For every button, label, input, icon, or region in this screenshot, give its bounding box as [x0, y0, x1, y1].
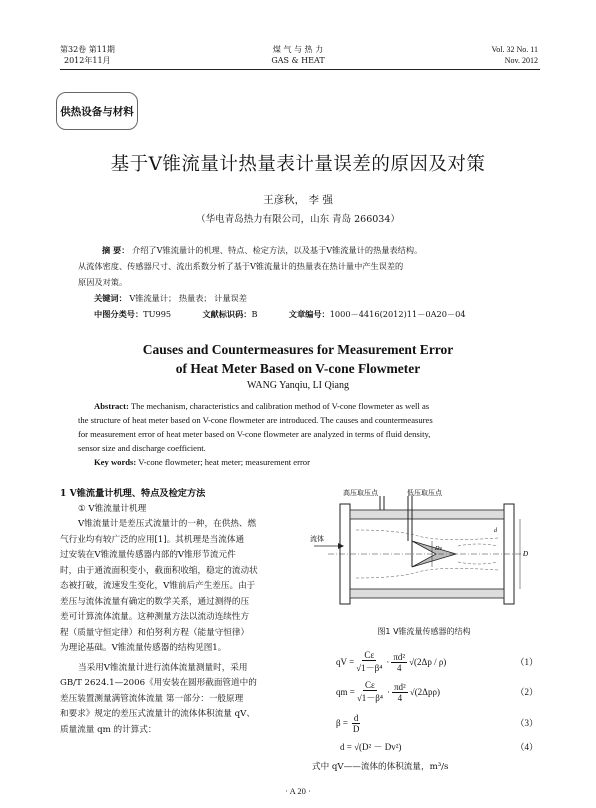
- v-cone-sensor-diagram: [308, 486, 540, 616]
- paragraph-line: 差压装置测量满管流体流量 第一部分：一般原理: [60, 693, 244, 704]
- eq-tail: √(2Δp / ρ): [409, 657, 447, 667]
- authors-en: WANG Yanqiu, LI Qiang: [247, 380, 349, 391]
- paragraph-line: 差可计算流体流量。这种测量方法以流动连续性方: [60, 612, 250, 622]
- paper-title-cn: 基于V锥流量计热量表计量误差的原因及对策: [110, 154, 486, 175]
- abstract-cn: [78, 242, 522, 322]
- title-en-line: of Heat Meter Based on V-cone Flowmeter: [175, 361, 421, 376]
- eq-denominator: √1－β⁴: [356, 693, 383, 703]
- authors-cn: 王彦秋， 李 强: [263, 194, 333, 206]
- equation-number: （3）: [515, 718, 538, 728]
- eq-lhs: qV =: [336, 657, 355, 667]
- journal-name-en: GAS & HEAT: [271, 56, 325, 65]
- paragraph-line: 和要求》规定的差压式流量计的流体体积流量 qV、: [60, 709, 255, 719]
- keywords-en: V-cone flowmeter; heat meter; measurement error: [138, 457, 310, 467]
- paragraph-line: GB/T 2624.1—2006《用安装在圆形截面管道中的: [60, 678, 257, 688]
- eq-fraction: [351, 713, 362, 734]
- eq-denominator: √1－β⁴: [356, 663, 383, 673]
- equation-number: （1）: [515, 657, 538, 667]
- equation-4: d = √(D² － Dv²): [340, 742, 402, 752]
- section-paragraph: [60, 517, 296, 657]
- figure-caption: 图1 V锥流量传感器的结构: [377, 627, 471, 636]
- title-en-line: Causes and Countermeasures for Measurement Error: [142, 342, 454, 357]
- date-cn: 2012年11月: [64, 56, 111, 65]
- doc-code: B: [251, 309, 258, 319]
- section-paragraph: [60, 661, 296, 739]
- paragraph-line: V锥流量计是差压式流量计的一种，在供热、燃: [78, 519, 257, 529]
- eq-numerator: d: [353, 712, 359, 723]
- equation-3: [336, 710, 536, 736]
- keywords-cn: V锥流量计； 热量表； 计量误差: [129, 293, 247, 303]
- paragraph-line: 时，由于通流面积变小，截面积收缩，稳定的流动状: [60, 565, 258, 576]
- eq-denominator: 4: [396, 662, 402, 673]
- abstract-en-label: Abstract:: [94, 401, 129, 411]
- eq-denominator: 4: [397, 692, 403, 703]
- page-number: · A 20 ·: [285, 786, 311, 796]
- eq-numerator: Cε: [364, 650, 375, 660]
- column-tag-label: 供热设备与材料: [60, 105, 134, 118]
- abstract-en-line: the structure of heat meter based on V-cone flowmeter are introduced. The causes and countermeasures: [78, 415, 433, 425]
- keywords-en-label: Key words:: [94, 457, 137, 467]
- eq-lhs: qm =: [336, 687, 355, 697]
- paragraph-line: 为理论基础。V锥流量传感器的结构见图1。: [60, 643, 227, 653]
- abstract-en: [78, 399, 522, 469]
- keywords-cn-label: 关键词：: [94, 293, 127, 303]
- fluid-label: 流体: [310, 535, 324, 543]
- abstract-cn-line: 原因及对策。: [78, 277, 128, 287]
- article-number: 1000－4416(2012)11－0A20－04: [329, 309, 466, 319]
- cone-diameter-label: Dv: [435, 546, 442, 552]
- paragraph-line: 质量流量 qm 的计算式：: [60, 724, 157, 735]
- eq-denominator: D: [352, 723, 360, 734]
- class-number-label: 中图分类号：: [94, 309, 144, 319]
- date-en: Nov. 2012: [504, 56, 538, 65]
- throat-label: d: [494, 528, 497, 534]
- paper-title-en: [0, 340, 596, 378]
- eq-fraction: [355, 680, 385, 704]
- journal-name-cn: 煤 气 与 热 力: [272, 45, 324, 54]
- paragraph-line: 气行业均有较广泛的应用[1]。其机理是当流体通: [60, 534, 245, 545]
- eq-fraction: [354, 650, 384, 674]
- section-1: [60, 486, 296, 738]
- section-heading: 1 V锥流量计机理、特点及检定方法: [60, 488, 206, 499]
- eq-fraction: [391, 652, 407, 673]
- equation-number: （4）: [515, 742, 538, 752]
- paragraph-line: 态被打破，流速发生变化，V锥前后产生差压。由于: [60, 581, 256, 591]
- header-rule: [60, 69, 540, 70]
- eq-numerator: Cε: [365, 680, 375, 690]
- abstract-en-line: for measurement error of heat meter based on V-cone flowmeter are analyzed in terms of fluid density,: [78, 429, 431, 439]
- journal-volume-en: [492, 44, 538, 66]
- figure-1: [308, 486, 540, 616]
- eq-lhs: β =: [336, 718, 348, 728]
- abstract-cn-line: 从流体密度、传感器尺寸、流出系数分析了基于V锥流量计的热量表在热计量中产生误差的: [78, 261, 404, 271]
- symbol-definition: 式中 qV——流体的体积流量，m³/s: [312, 762, 449, 772]
- equation-number: （2）: [515, 687, 538, 697]
- eq-tail: √(2Δpρ): [409, 687, 440, 697]
- abstract-en-line: The mechanism, characteristics and calibration method of V-cone flowmeter as well as: [130, 401, 430, 411]
- abstract-cn-label: 摘 要：: [102, 245, 130, 255]
- paragraph-line: 当采用V锥流量计进行流体流量测量时，采用: [78, 662, 248, 673]
- equation-2: qm = $\frac{C\varepsilon}{\text{√1－β⁴}}$ · $\frac{\text{πd²}}{4}$ √(2Δpρ): [336, 680, 440, 703]
- eq-numerator: πd²: [394, 681, 406, 692]
- affiliation-cn: （华电青岛热力有限公司，山东 青岛 266034）: [196, 214, 400, 225]
- eq-numerator: πd²: [393, 651, 406, 662]
- low-pressure-tap-label: 低压取压点: [407, 489, 442, 497]
- article-number-label: 文章编号：: [288, 309, 330, 319]
- eq-fraction: [392, 682, 408, 703]
- abstract-cn-line: 介绍了V锥流量计的机理、特点、检定方法，以及基于V锥流量计的热量表结构。: [132, 245, 423, 255]
- doc-code-label: 文献标识码：: [202, 309, 252, 319]
- pipe-diameter-label: D: [523, 550, 529, 558]
- column-tag: [56, 92, 138, 130]
- high-pressure-tap-label: 高压取压点: [343, 489, 378, 497]
- volume-issue-en: Vol. 32 No. 11: [491, 45, 538, 54]
- subsection-heading: ① V锥流量计机理: [78, 503, 147, 514]
- paragraph-line: 差压与流体流量有确定的数学关系，通过测得的压: [60, 596, 250, 607]
- volume-issue-cn: 第32卷 第11期: [60, 45, 115, 54]
- abstract-en-line: sensor size and discharge coefficient.: [78, 443, 206, 453]
- paragraph-line: 程（质量守恒定律）和伯努利方程（能量守恒律）: [60, 627, 250, 638]
- equation-1: qV = $\frac{C\varepsilon}{\text{√1－β⁴}}$ · $\frac{\text{πd²}}{4}$ √(2Δp / ρ): [336, 650, 447, 673]
- class-number: TU995: [143, 309, 172, 319]
- paragraph-line: 过安装在V锥流量传感器内部的V锥形节流元件: [60, 550, 236, 560]
